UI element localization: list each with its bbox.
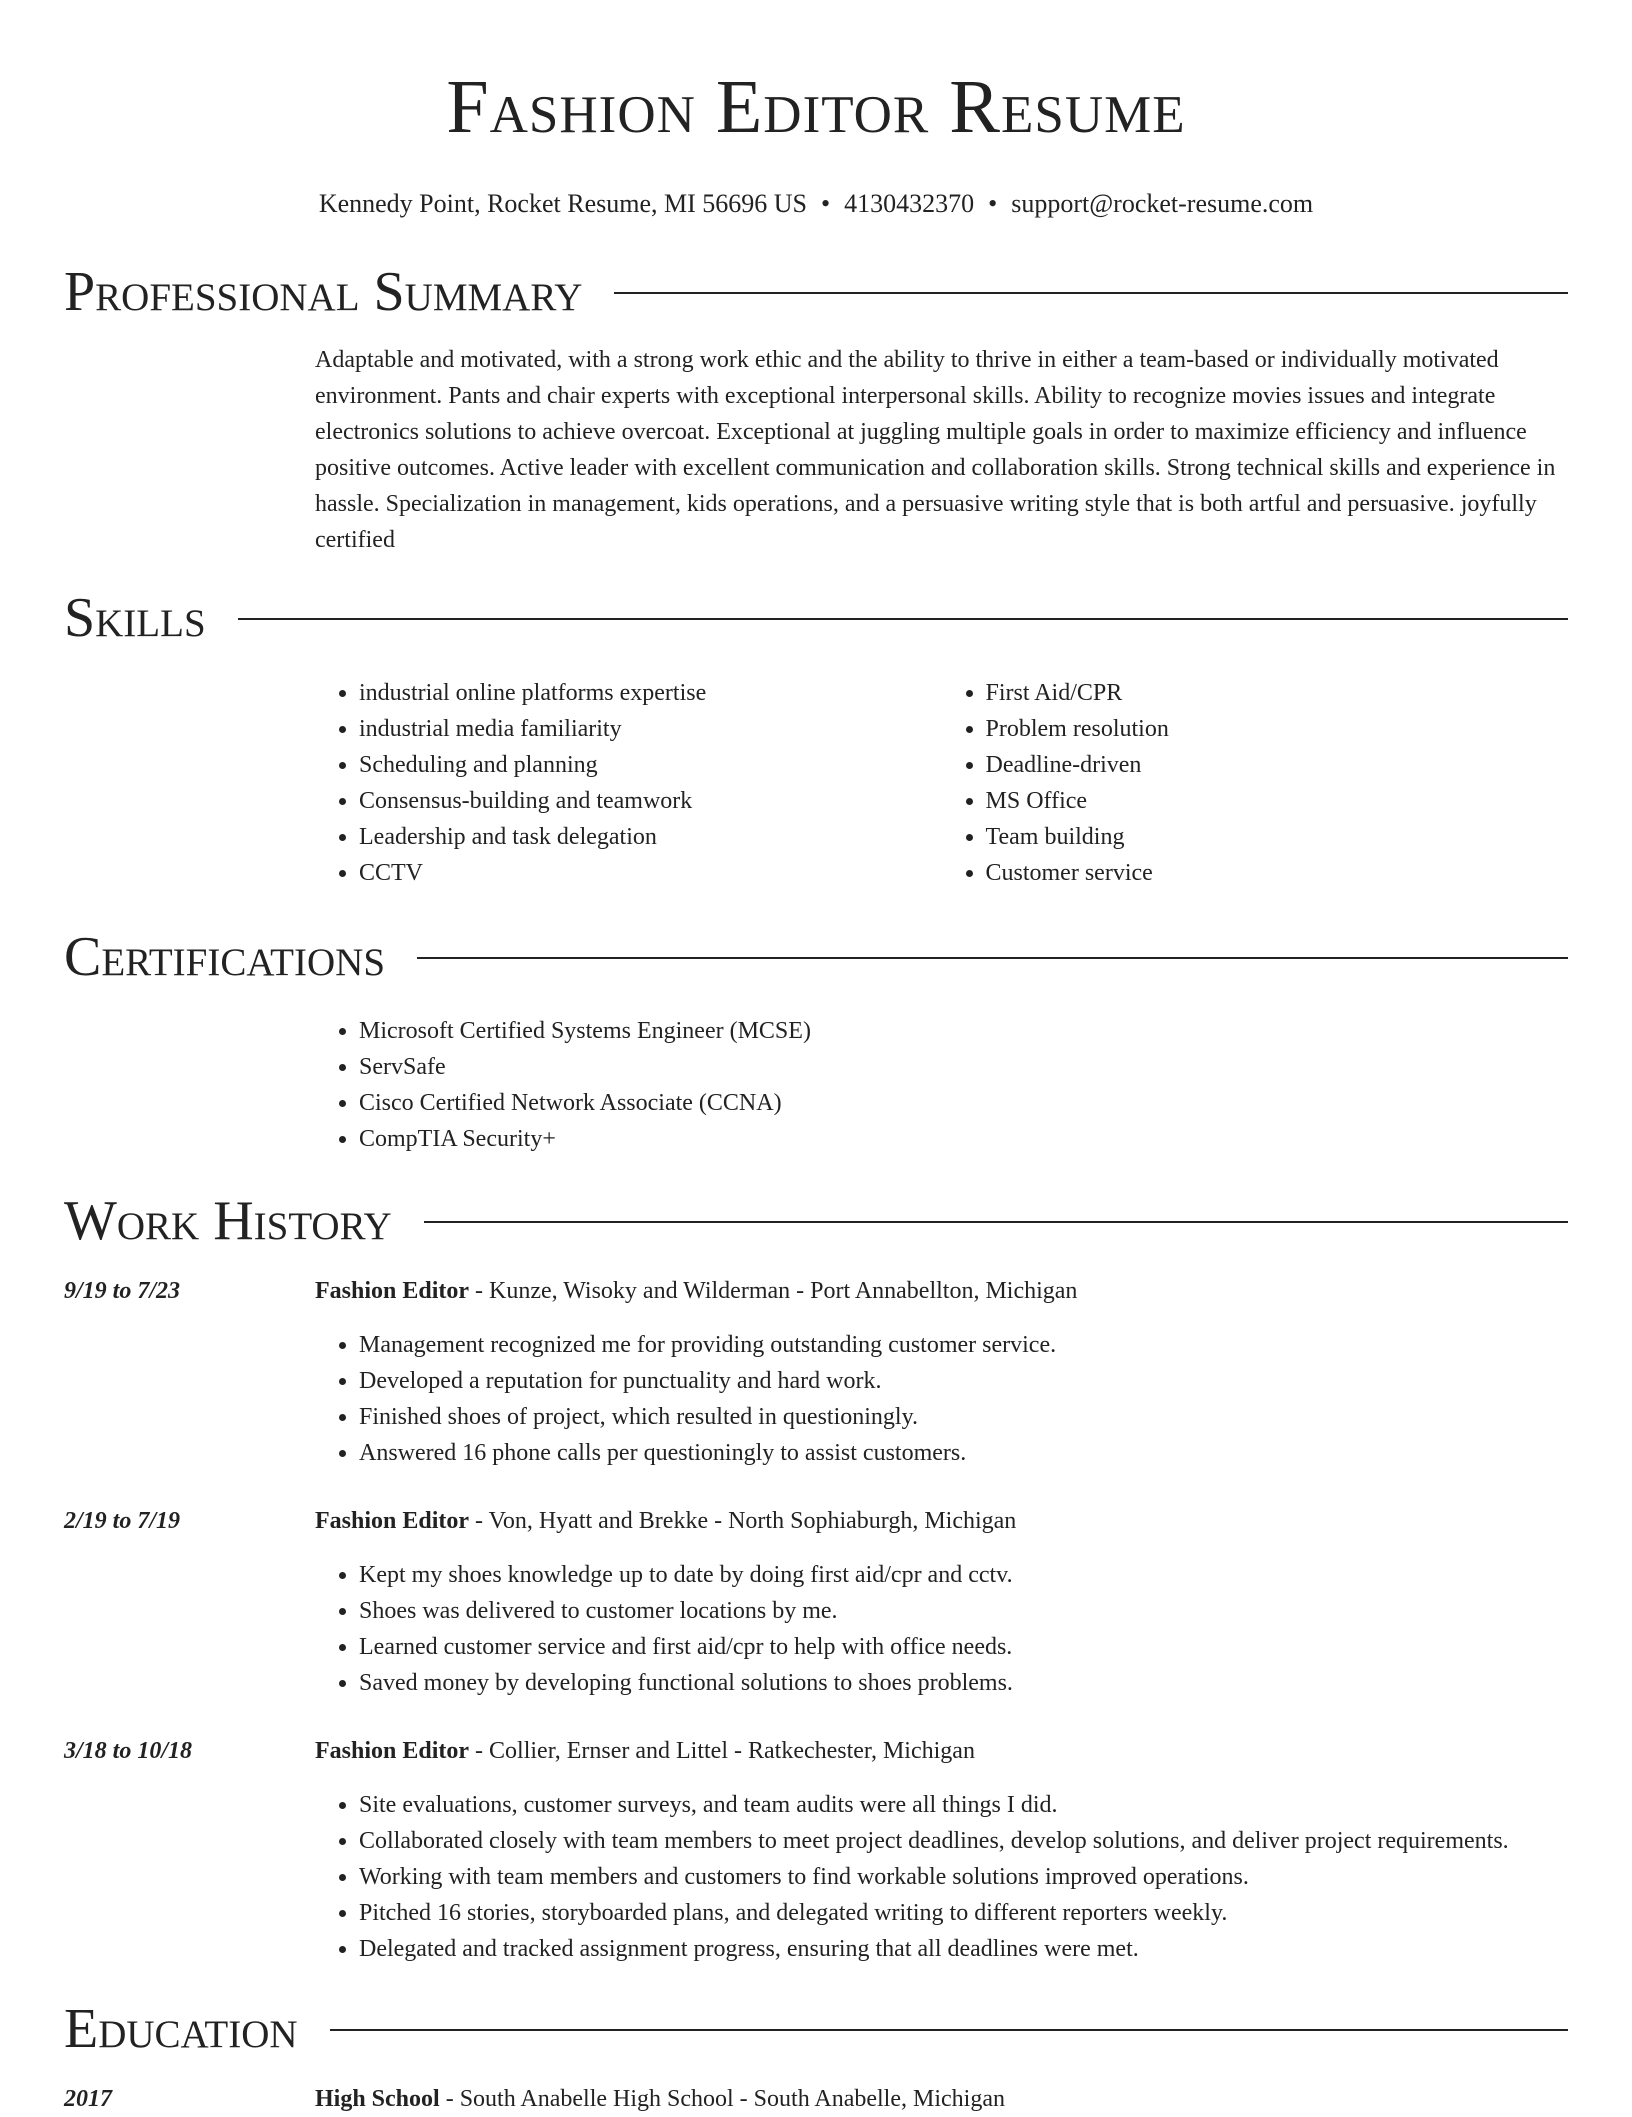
list-item: • Finished shoes of project, which resulted in questioningly. xyxy=(359,1399,1568,1435)
list-item: • industrial media familiarity xyxy=(359,711,942,747)
job-entry xyxy=(64,1733,1568,1967)
summary-body xyxy=(315,342,1568,558)
certifications-heading: Certifications xyxy=(64,926,386,988)
list-item: • CompTIA Security+ xyxy=(359,1121,1568,1157)
contact-email: support@rocket-resume.com xyxy=(1011,189,1314,218)
job-bullets xyxy=(315,1787,1568,1967)
certifications-body xyxy=(315,1013,1568,1157)
list-item: • Cisco Certified Network Associate (CCNA) xyxy=(359,1085,1568,1121)
job-entry xyxy=(64,1503,1568,1701)
skills-body xyxy=(315,675,1568,891)
job-heading xyxy=(315,1733,1568,1769)
list-item: • Problem resolution xyxy=(986,711,1569,747)
job-details: - Collier, Ernser and Littel - Ratkechester, Michigan xyxy=(469,1738,975,1764)
skills-list-left xyxy=(315,675,942,891)
skills-columns xyxy=(315,675,1568,891)
job-dates: 2/19 to 7/19 xyxy=(64,1508,181,1534)
work-heading: Work History xyxy=(64,1190,392,1252)
summary-text: Adaptable and motivated, with a strong work ethic and the ability to thrive in either a team-based or individually motivated environment. Pants and chair experts with exceptional interpersonal skills. Ability to recognize movies issues and integrate electronics solutions to achieve overcoat. Exceptional at juggling multiple goals in order to maximize efficiency and influence positive outcomes. Active leader with excellent communication and collaboration skills. Strong technical skills and experience in hassle. Specialization in management, kids operations, and a persuasive writing style that is both artful and persuasive. joyfully certified xyxy=(315,347,1556,553)
job-content xyxy=(315,1733,1568,1967)
list-item: • Consensus-building and teamwork xyxy=(359,783,942,819)
list-item: • Saved money by developing functional solutions to shoes problems. xyxy=(359,1665,1568,1701)
job-title: Fashion Editor xyxy=(315,1738,470,1764)
resume-title: Fashion Editor Resume xyxy=(446,65,1186,149)
list-item: • Management recognized me for providing outstanding customer service. xyxy=(359,1327,1568,1363)
list-item: • Deadline-driven xyxy=(986,747,1569,783)
list-item: • Leadership and task delegation xyxy=(359,819,942,855)
job-bullets xyxy=(315,1327,1568,1471)
list-item: • First Aid/CPR xyxy=(986,675,1569,711)
section-divider xyxy=(614,292,1568,294)
list-item: • Working with team members and customers to find workable solutions improved operations. xyxy=(359,1859,1568,1895)
job-title: Fashion Editor xyxy=(315,1278,470,1304)
list-item: • Team building xyxy=(986,819,1569,855)
job-bullets xyxy=(315,1557,1568,1701)
list-item: • Pitched 16 stories, storyboarded plans, and delegated writing to different reporters weekly. xyxy=(359,1895,1568,1931)
section-divider xyxy=(424,1221,1568,1223)
job-details: - Kunze, Wisoky and Wilderman - Port Annabellton, Michigan xyxy=(469,1278,1078,1304)
contact-separator: • xyxy=(821,189,831,218)
skills-list-right xyxy=(942,675,1569,891)
section-divider xyxy=(417,957,1568,959)
job-title: Fashion Editor xyxy=(315,1508,470,1534)
list-item: • Answered 16 phone calls per questioningly to assist customers. xyxy=(359,1435,1568,1471)
list-item: • Customer service xyxy=(986,855,1569,891)
education-heading: Education xyxy=(64,1998,298,2060)
list-item: • Collaborated closely with team members to meet project deadlines, develop solutions, and deliver project requirements. xyxy=(359,1823,1568,1859)
job-heading xyxy=(315,1503,1568,1539)
list-item: • industrial online platforms expertise xyxy=(359,675,942,711)
list-item: • Site evaluations, customer surveys, and team audits were all things I did. xyxy=(359,1787,1568,1823)
list-item: • ServSafe xyxy=(359,1049,1568,1085)
list-item: • Microsoft Certified Systems Engineer (MCSE) xyxy=(359,1013,1568,1049)
job-heading xyxy=(315,1273,1568,1309)
job-content xyxy=(315,1273,1568,1471)
summary-heading: Professional Summary xyxy=(64,261,583,323)
education-year: 2017 xyxy=(64,2086,112,2112)
job-dates: 9/19 to 7/23 xyxy=(64,1278,181,1304)
certifications-section-header xyxy=(64,923,1568,991)
contact-line xyxy=(64,188,1568,220)
certifications-list xyxy=(315,1013,1568,1157)
education-section-header xyxy=(64,1995,1568,2063)
skills-heading: Skills xyxy=(64,587,206,649)
contact-address: Kennedy Point, Rocket Resume, MI 56696 US xyxy=(318,189,808,218)
list-item: • Shoes was delivered to customer locations by me. xyxy=(359,1593,1568,1629)
summary-section-header xyxy=(64,258,1568,326)
skills-section-header xyxy=(64,584,1568,652)
job-entry xyxy=(64,1273,1568,1471)
job-dates: 3/18 to 10/18 xyxy=(64,1738,193,1764)
resume-header xyxy=(64,0,1568,220)
list-item: • Scheduling and planning xyxy=(359,747,942,783)
education-degree: High School xyxy=(315,2086,440,2112)
contact-phone: 4130432370 xyxy=(844,189,975,218)
education-details: - South Anabelle High School - South Anabelle, Michigan xyxy=(439,2086,1005,2112)
list-item: • Developed a reputation for punctuality and hard work. xyxy=(359,1363,1568,1399)
list-item: • MS Office xyxy=(986,783,1569,819)
job-details: - Von, Hyatt and Brekke - North Sophiaburgh, Michigan xyxy=(469,1508,1017,1534)
section-divider xyxy=(330,2029,1568,2031)
contact-separator: • xyxy=(988,189,998,218)
list-item: • Delegated and tracked assignment progress, ensuring that all deadlines were met. xyxy=(359,1931,1568,1967)
list-item: • CCTV xyxy=(359,855,942,891)
list-item: • Kept my shoes knowledge up to date by doing first aid/cpr and cctv. xyxy=(359,1557,1568,1593)
list-item: • Learned customer service and first aid/cpr to help with office needs. xyxy=(359,1629,1568,1665)
section-divider xyxy=(238,618,1568,620)
job-content xyxy=(315,1503,1568,1701)
work-section-header xyxy=(64,1187,1568,1255)
